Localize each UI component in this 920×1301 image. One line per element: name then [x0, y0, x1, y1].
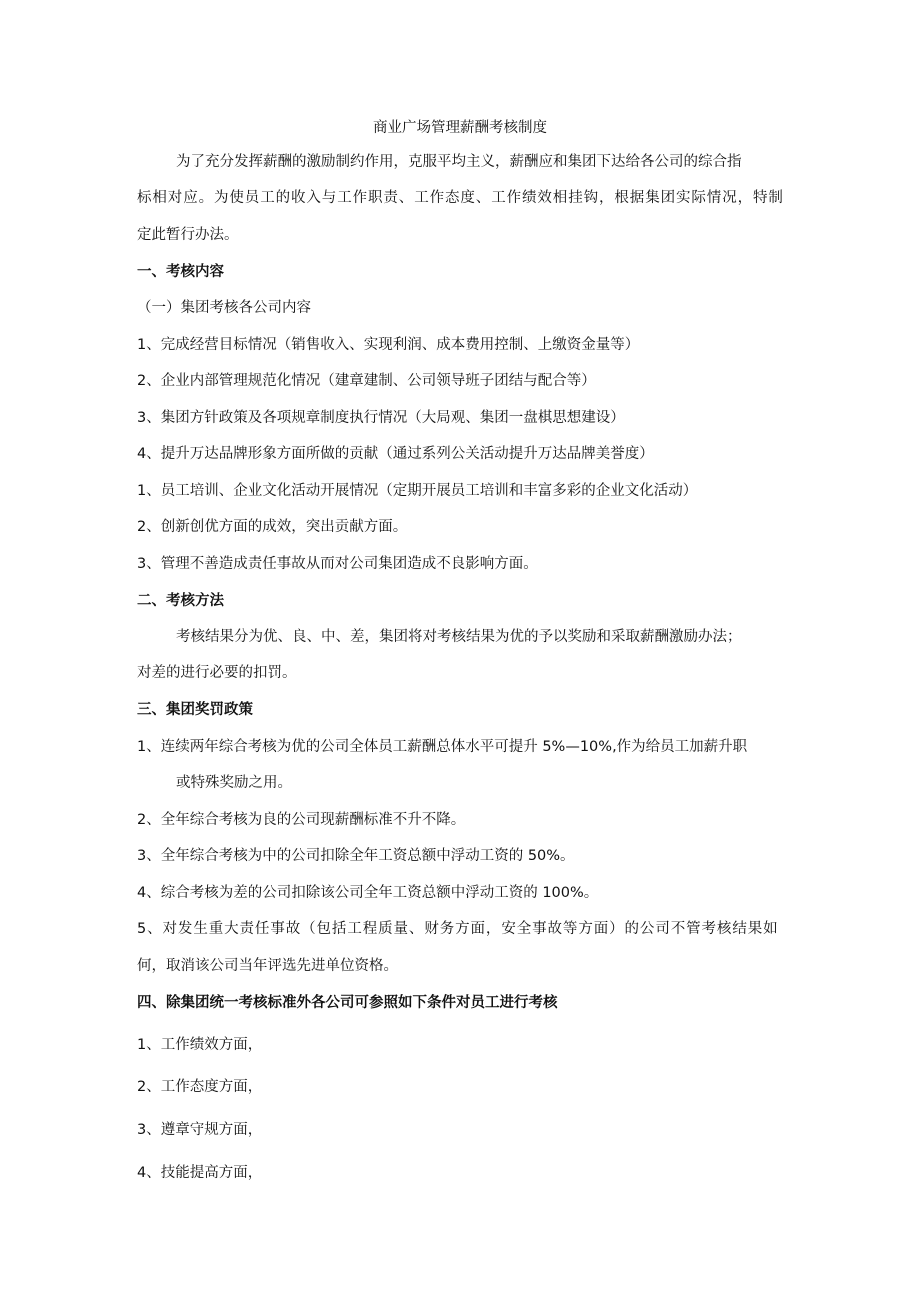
section-heading: 一、考核内容	[137, 264, 224, 280]
list-item: 4、提升万达品牌形象方面所做的贡献（通过系列公关活动提升万达品牌美誉度）	[137, 446, 654, 462]
list-item: 2、工作态度方面，	[137, 1079, 263, 1095]
list-item: 5、对发生重大责任事故（包括工程质量、财务方面，安全事故等方面）的公司不管考核结果如	[137, 921, 779, 937]
list-item: 3、集团方针政策及各项规章制度执行情况（大局观、集团一盘棋思想建设）	[137, 410, 625, 426]
list-item: 3、全年综合考核为中的公司扣除全年工资总额中浮动工资的 50%。	[137, 848, 575, 864]
list-item: 1、连续两年综合考核为优的公司全体员工薪酬总体水平可提升 5%—10%,作为给员工加薪升职	[137, 739, 748, 755]
list-item: 2、企业内部管理规范化情况（建章建制、公司领导班子团结与配合等）	[137, 373, 596, 389]
subheading: （一）集团考核各公司内容	[137, 300, 311, 316]
intro-line: 为了充分发挥薪酬的激励制约作用，克服平均主义，薪酬应和集团下达给各公司的综合指	[176, 154, 742, 170]
list-item: 1、工作绩效方面，	[137, 1037, 263, 1053]
section-heading: 四、除集团统一考核标准外各公司可参照如下条件对员工进行考核	[137, 995, 558, 1011]
list-item: 3、遵章守规方面，	[137, 1122, 263, 1138]
paragraph-line: 对差的进行必要的扣罚。	[137, 665, 297, 681]
section-heading: 三、集团奖罚政策	[137, 702, 253, 718]
list-item-continuation: 或特殊奖励之用。	[176, 775, 292, 791]
intro-line: 定此暂行办法。	[137, 227, 239, 243]
list-item-continuation: 何，取消该公司当年评选先进单位资格。	[137, 958, 398, 974]
list-item: 2、创新创优方面的成效，突出贡献方面。	[137, 519, 408, 535]
intro-line: 标相对应。为使员工的收入与工作职责、工作态度、工作绩效相挂钩，根据集团实际情况，特制	[137, 190, 784, 206]
section-heading: 二、考核方法	[137, 593, 224, 609]
paragraph-line: 考核结果分为优、良、中、差，集团将对考核结果为优的予以奖励和采取薪酬激励办法；	[176, 629, 742, 645]
list-item: 4、综合考核为差的公司扣除该公司全年工资总额中浮动工资的 100%。	[137, 885, 599, 901]
document-title: 商业广场管理薪酬考核制度	[373, 120, 547, 136]
list-item: 2、全年综合考核为良的公司现薪酬标准不升不降。	[137, 812, 466, 828]
list-item: 1、完成经营目标情况（销售收入、实现利润、成本费用控制、上缴资金量等）	[137, 337, 640, 353]
list-item: 3、管理不善造成责任事故从而对公司集团造成不良影响方面。	[137, 556, 538, 572]
list-item: 1、员工培训、企业文化活动开展情况（定期开展员工培训和丰富多彩的企业文化活动）	[137, 483, 698, 499]
list-item: 4、技能提高方面，	[137, 1165, 263, 1181]
